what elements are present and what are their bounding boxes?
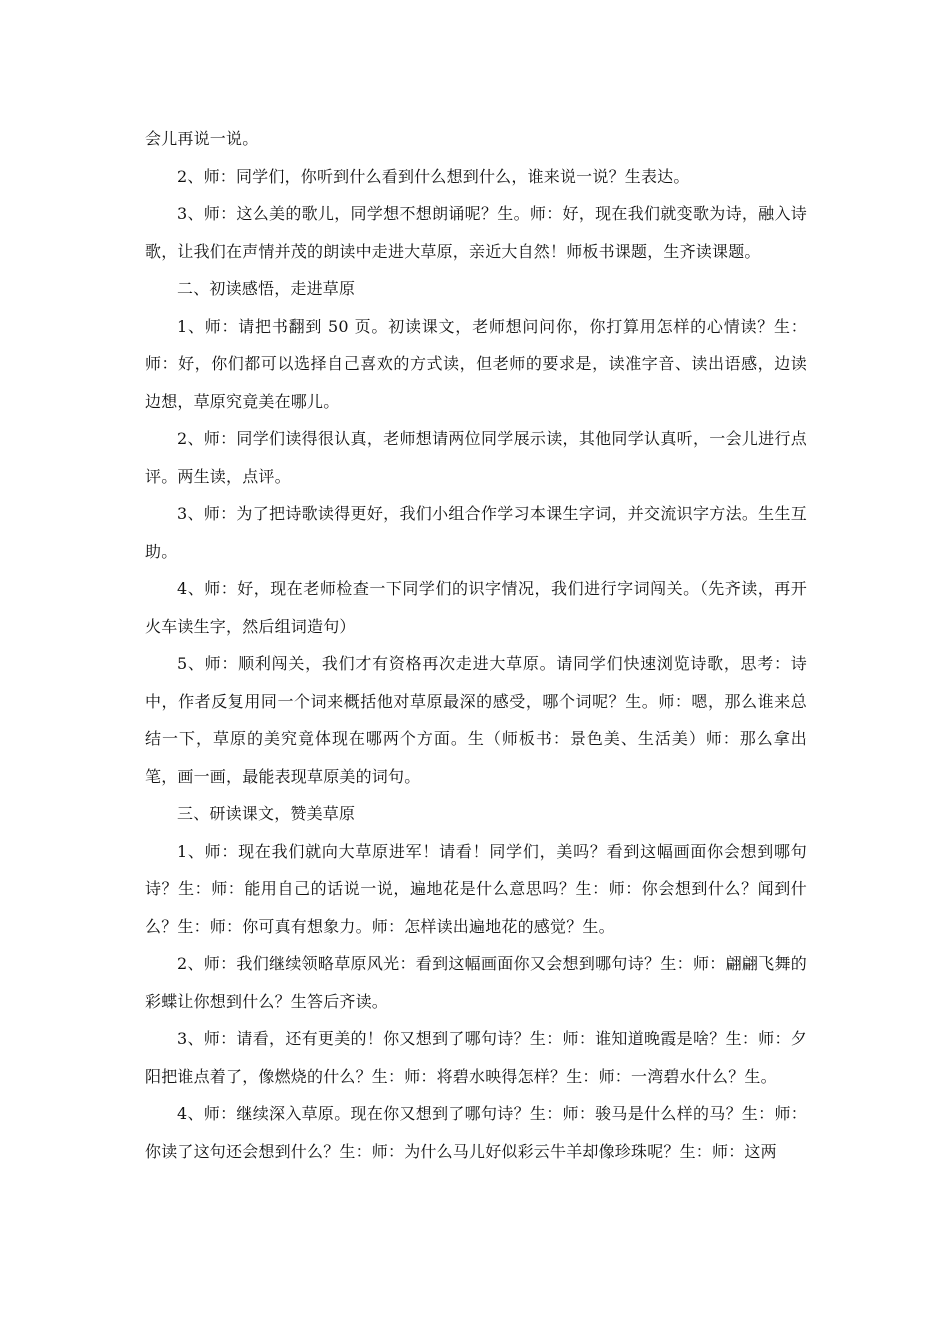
paragraph: 1、师：请把书翻到 50 页。初读课文，老师想问问你，你打算用怎样的心情读？生：师：好，你们都可以选择自己喜欢的方式读，但老师的要求是，读准字音、读出语感，边读边想，草原究竟美在哪儿。 bbox=[145, 316, 807, 411]
paragraph: 1、师：现在我们就向大草原进军！请看！同学们，美吗？看到这幅画面你会想到哪句诗？生：师：能用自己的话说一说，遍地花是什么意思吗？生：师：你会想到什么？闻到什么？生：师：你可真有想象力。师：怎样读出遍地花的感觉？生。 bbox=[145, 841, 807, 936]
paragraph: 2、师：同学们读得很认真，老师想请两位同学展示读，其他同学认真听，一会儿进行点评。两生读，点评。 bbox=[145, 429, 807, 486]
document-body bbox=[145, 120, 807, 1170]
paragraph: 3、师：为了把诗歌读得更好，我们小组合作学习本课生字词，并交流识字方法。生生互助。 bbox=[145, 504, 807, 561]
paragraph: 3、师：请看，还有更美的！你又想到了哪句诗？生：师：谁知道晚霞是啥？生：师：夕阳把谁点着了，像燃烧的什么？生：师：将碧水映得怎样？生：师：一湾碧水什么？生。 bbox=[145, 1029, 807, 1086]
paragraph: 4、师：好，现在老师检查一下同学们的识字情况，我们进行字词闯关。（先齐读，再开火车读生字，然后组词造句） bbox=[145, 579, 807, 636]
section-heading: 二、初读感悟，走进草原 bbox=[177, 279, 356, 298]
paragraph: 会儿再说一说。 bbox=[145, 129, 259, 148]
section-heading: 三、研读课文，赞美草原 bbox=[177, 804, 356, 823]
paragraph: 2、师：我们继续领略草原风光：看到这幅画面你又会想到哪句诗？生：师：翩翩飞舞的彩蝶让你想到什么？生答后齐读。 bbox=[145, 954, 807, 1011]
paragraph: 4、师：继续深入草原。现在你又想到了哪句诗？生：师：骏马是什么样的马？生：师：你读了这句还会想到什么？生：师：为什么马儿好似彩云牛羊却像珍珠呢？生：师：这两 bbox=[145, 1104, 807, 1161]
paragraph: 2、师：同学们，你听到什么看到什么想到什么，谁来说一说？生表达。 bbox=[177, 166, 690, 186]
paragraph: 3、师：这么美的歌儿，同学想不想朗诵呢？生。师：好，现在我们就变歌为诗，融入诗歌，让我们在声情并茂的朗读中走进大草原，亲近大自然！师板书课题，生齐读课题。 bbox=[145, 204, 807, 261]
paragraph: 5、师：顺利闯关，我们才有资格再次走进大草原。请同学们快速浏览诗歌，思考：诗中，作者反复用同一个词来概括他对草原最深的感受，哪个词呢？生。师：嗯，那么谁来总结一下，草原的美究竟体现在哪两个方面。生（师板书：景色美、生活美）师：那么拿出笔，画一画，最能表现草原美的词句。 bbox=[145, 654, 807, 786]
